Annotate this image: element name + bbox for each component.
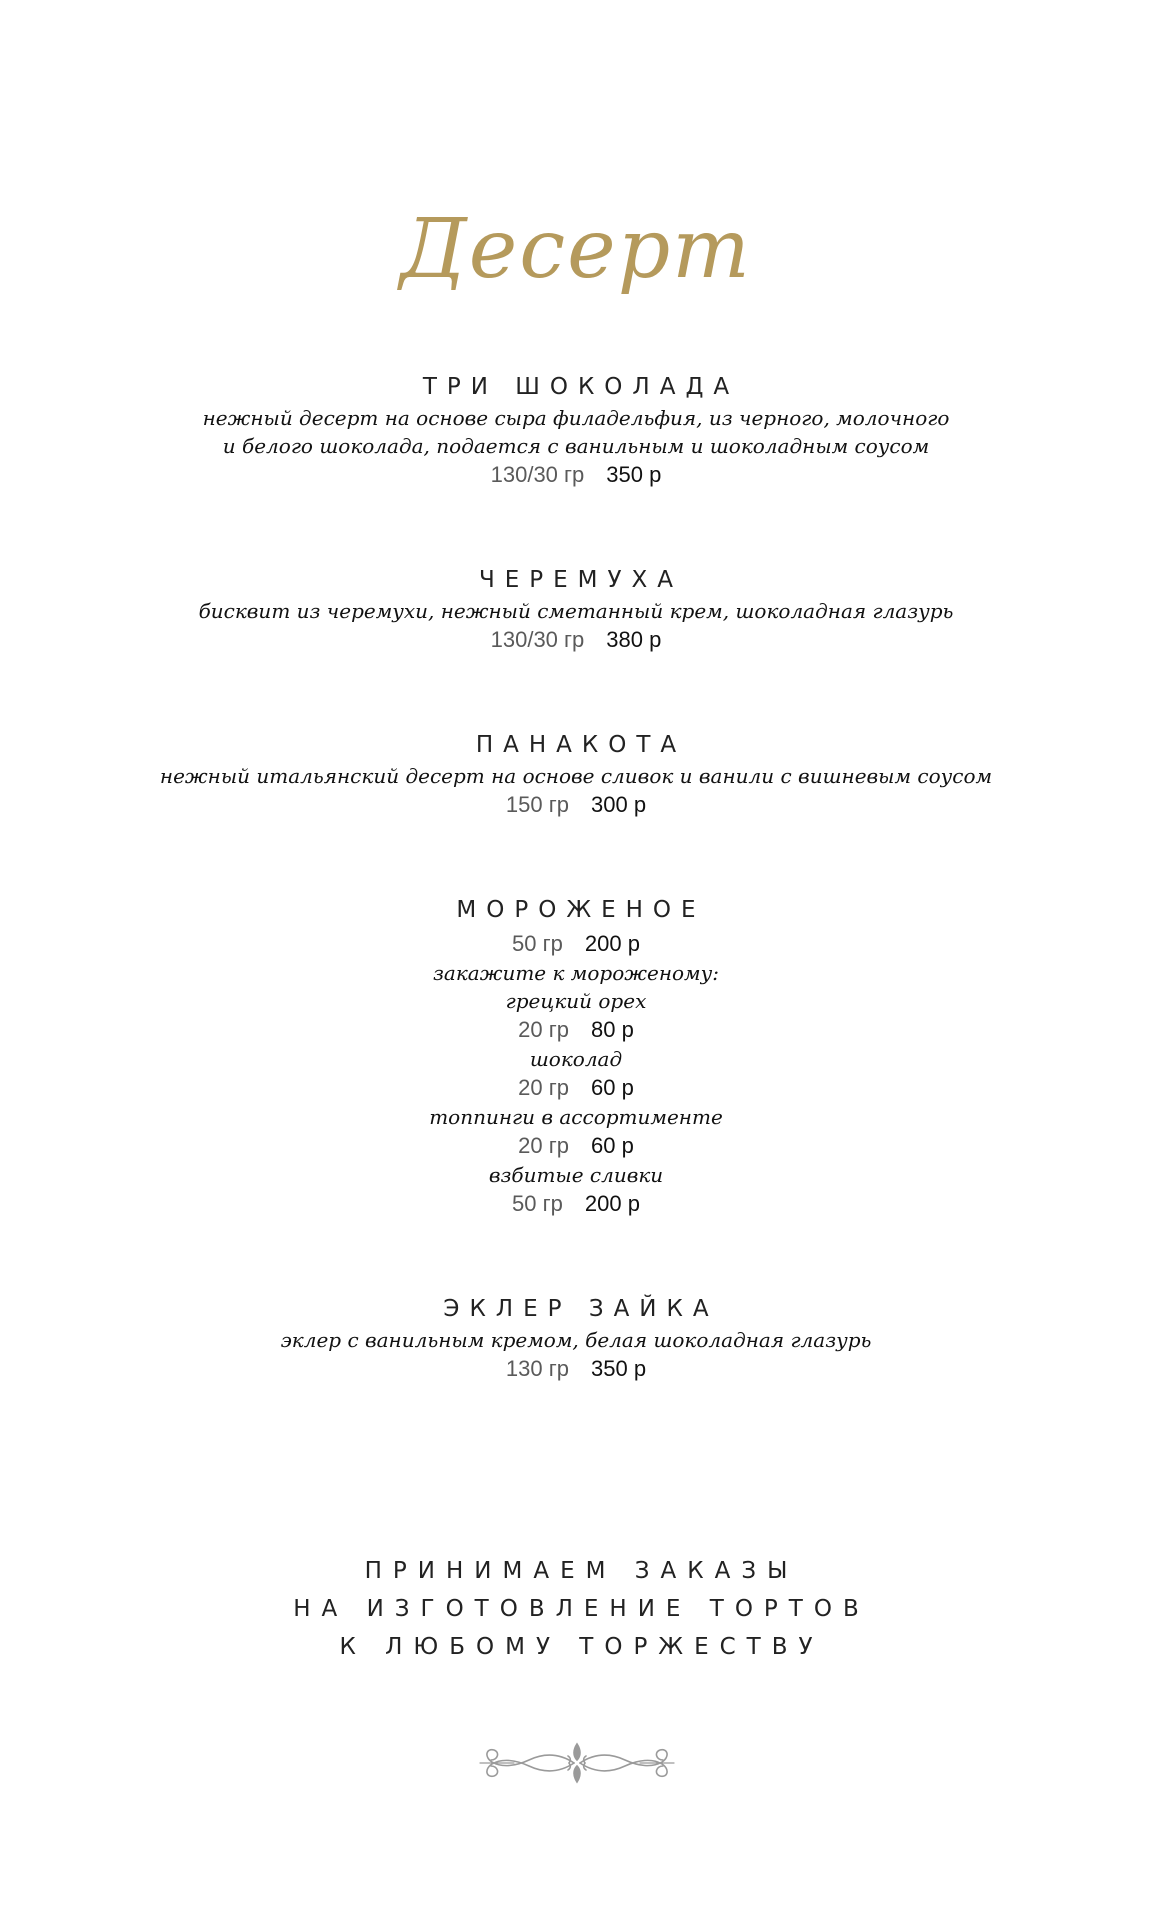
item-price-row bbox=[0, 790, 1152, 820]
orders-line: К ЛЮБОМУ ТОРЖЕСТВУ bbox=[339, 1634, 824, 1660]
item-description-line: нежный итальянский десерт на основе сливок и ванили с вишневым соусом bbox=[159, 764, 993, 788]
addon-price: 60 р bbox=[591, 1133, 634, 1158]
menu-item-morozhenoe bbox=[0, 893, 1152, 1219]
item-price-row bbox=[0, 929, 1152, 959]
addon-price-row bbox=[0, 1131, 1152, 1161]
addon-price-row bbox=[0, 1073, 1152, 1103]
menu-item-tri-shokolada bbox=[0, 370, 1152, 490]
item-price: 380 р bbox=[606, 627, 662, 652]
item-price-row bbox=[0, 625, 1152, 655]
item-title: МОРОЖЕНОЕ bbox=[456, 897, 706, 923]
item-price: 200 р bbox=[584, 931, 640, 956]
orders-line: НА ИЗГОТОВЛЕНИЕ ТОРТОВ bbox=[293, 1596, 870, 1622]
item-weight: 130/30 гр bbox=[490, 627, 585, 652]
item-description-line: эклер с ванильным кремом, белая шоколадная глазурь bbox=[280, 1328, 872, 1352]
item-weight: 130 гр bbox=[505, 1356, 569, 1381]
item-title: ЭКЛЕР ЗАЙКА bbox=[443, 1296, 719, 1322]
addon-weight: 50 гр bbox=[512, 1191, 563, 1216]
flourish-divider-icon bbox=[474, 1738, 680, 1788]
addon-price-row bbox=[0, 1015, 1152, 1045]
item-weight: 150 гр bbox=[505, 792, 569, 817]
addon-price: 80 р bbox=[591, 1017, 634, 1042]
addon-name: взбитые сливки bbox=[488, 1163, 664, 1187]
item-price-row bbox=[0, 460, 1152, 490]
addon-price: 200 р bbox=[584, 1191, 640, 1216]
item-weight: 130/30 гр bbox=[490, 462, 585, 487]
menu-item-cheremukha bbox=[0, 563, 1152, 655]
item-title: ПАНАКОТА bbox=[475, 732, 687, 758]
item-description-line: нежный десерт на основе сыра филадельфия, из черного, молочного bbox=[202, 406, 950, 430]
addon-weight: 20 гр bbox=[518, 1017, 569, 1042]
page-title: Десерт bbox=[400, 202, 752, 297]
item-price: 350 р bbox=[606, 462, 662, 487]
item-description-line: и белого шоколада, подается с ванильным и шоколадным соусом bbox=[222, 434, 930, 458]
item-price-row bbox=[0, 1354, 1152, 1384]
item-title: ЧЕРЕМУХА bbox=[478, 567, 684, 593]
item-description-line: бисквит из черемухи, нежный сметанный крем, шоколадная глазурь bbox=[198, 599, 954, 623]
addon-name: грецкий орех bbox=[505, 989, 647, 1013]
addon-weight: 20 гр bbox=[518, 1133, 569, 1158]
cake-orders-note bbox=[0, 1552, 1152, 1666]
addon-name: топпинги в ассортименте bbox=[429, 1105, 723, 1129]
orders-line: ПРИНИМАЕМ ЗАКАЗЫ bbox=[364, 1558, 799, 1584]
menu-item-panakota bbox=[0, 728, 1152, 820]
addon-name: шоколад bbox=[529, 1047, 623, 1071]
addon-price: 60 р bbox=[591, 1075, 634, 1100]
item-weight: 50 гр bbox=[512, 931, 563, 956]
addons-label: закажите к мороженому: bbox=[433, 961, 719, 985]
item-price: 350 р bbox=[591, 1356, 647, 1381]
addon-weight: 20 гр bbox=[518, 1075, 569, 1100]
item-title: ТРИ ШОКОЛАДА bbox=[422, 374, 740, 400]
item-price: 300 р bbox=[591, 792, 647, 817]
addon-price-row bbox=[0, 1189, 1152, 1219]
menu-item-ekler-zayka bbox=[0, 1292, 1152, 1384]
